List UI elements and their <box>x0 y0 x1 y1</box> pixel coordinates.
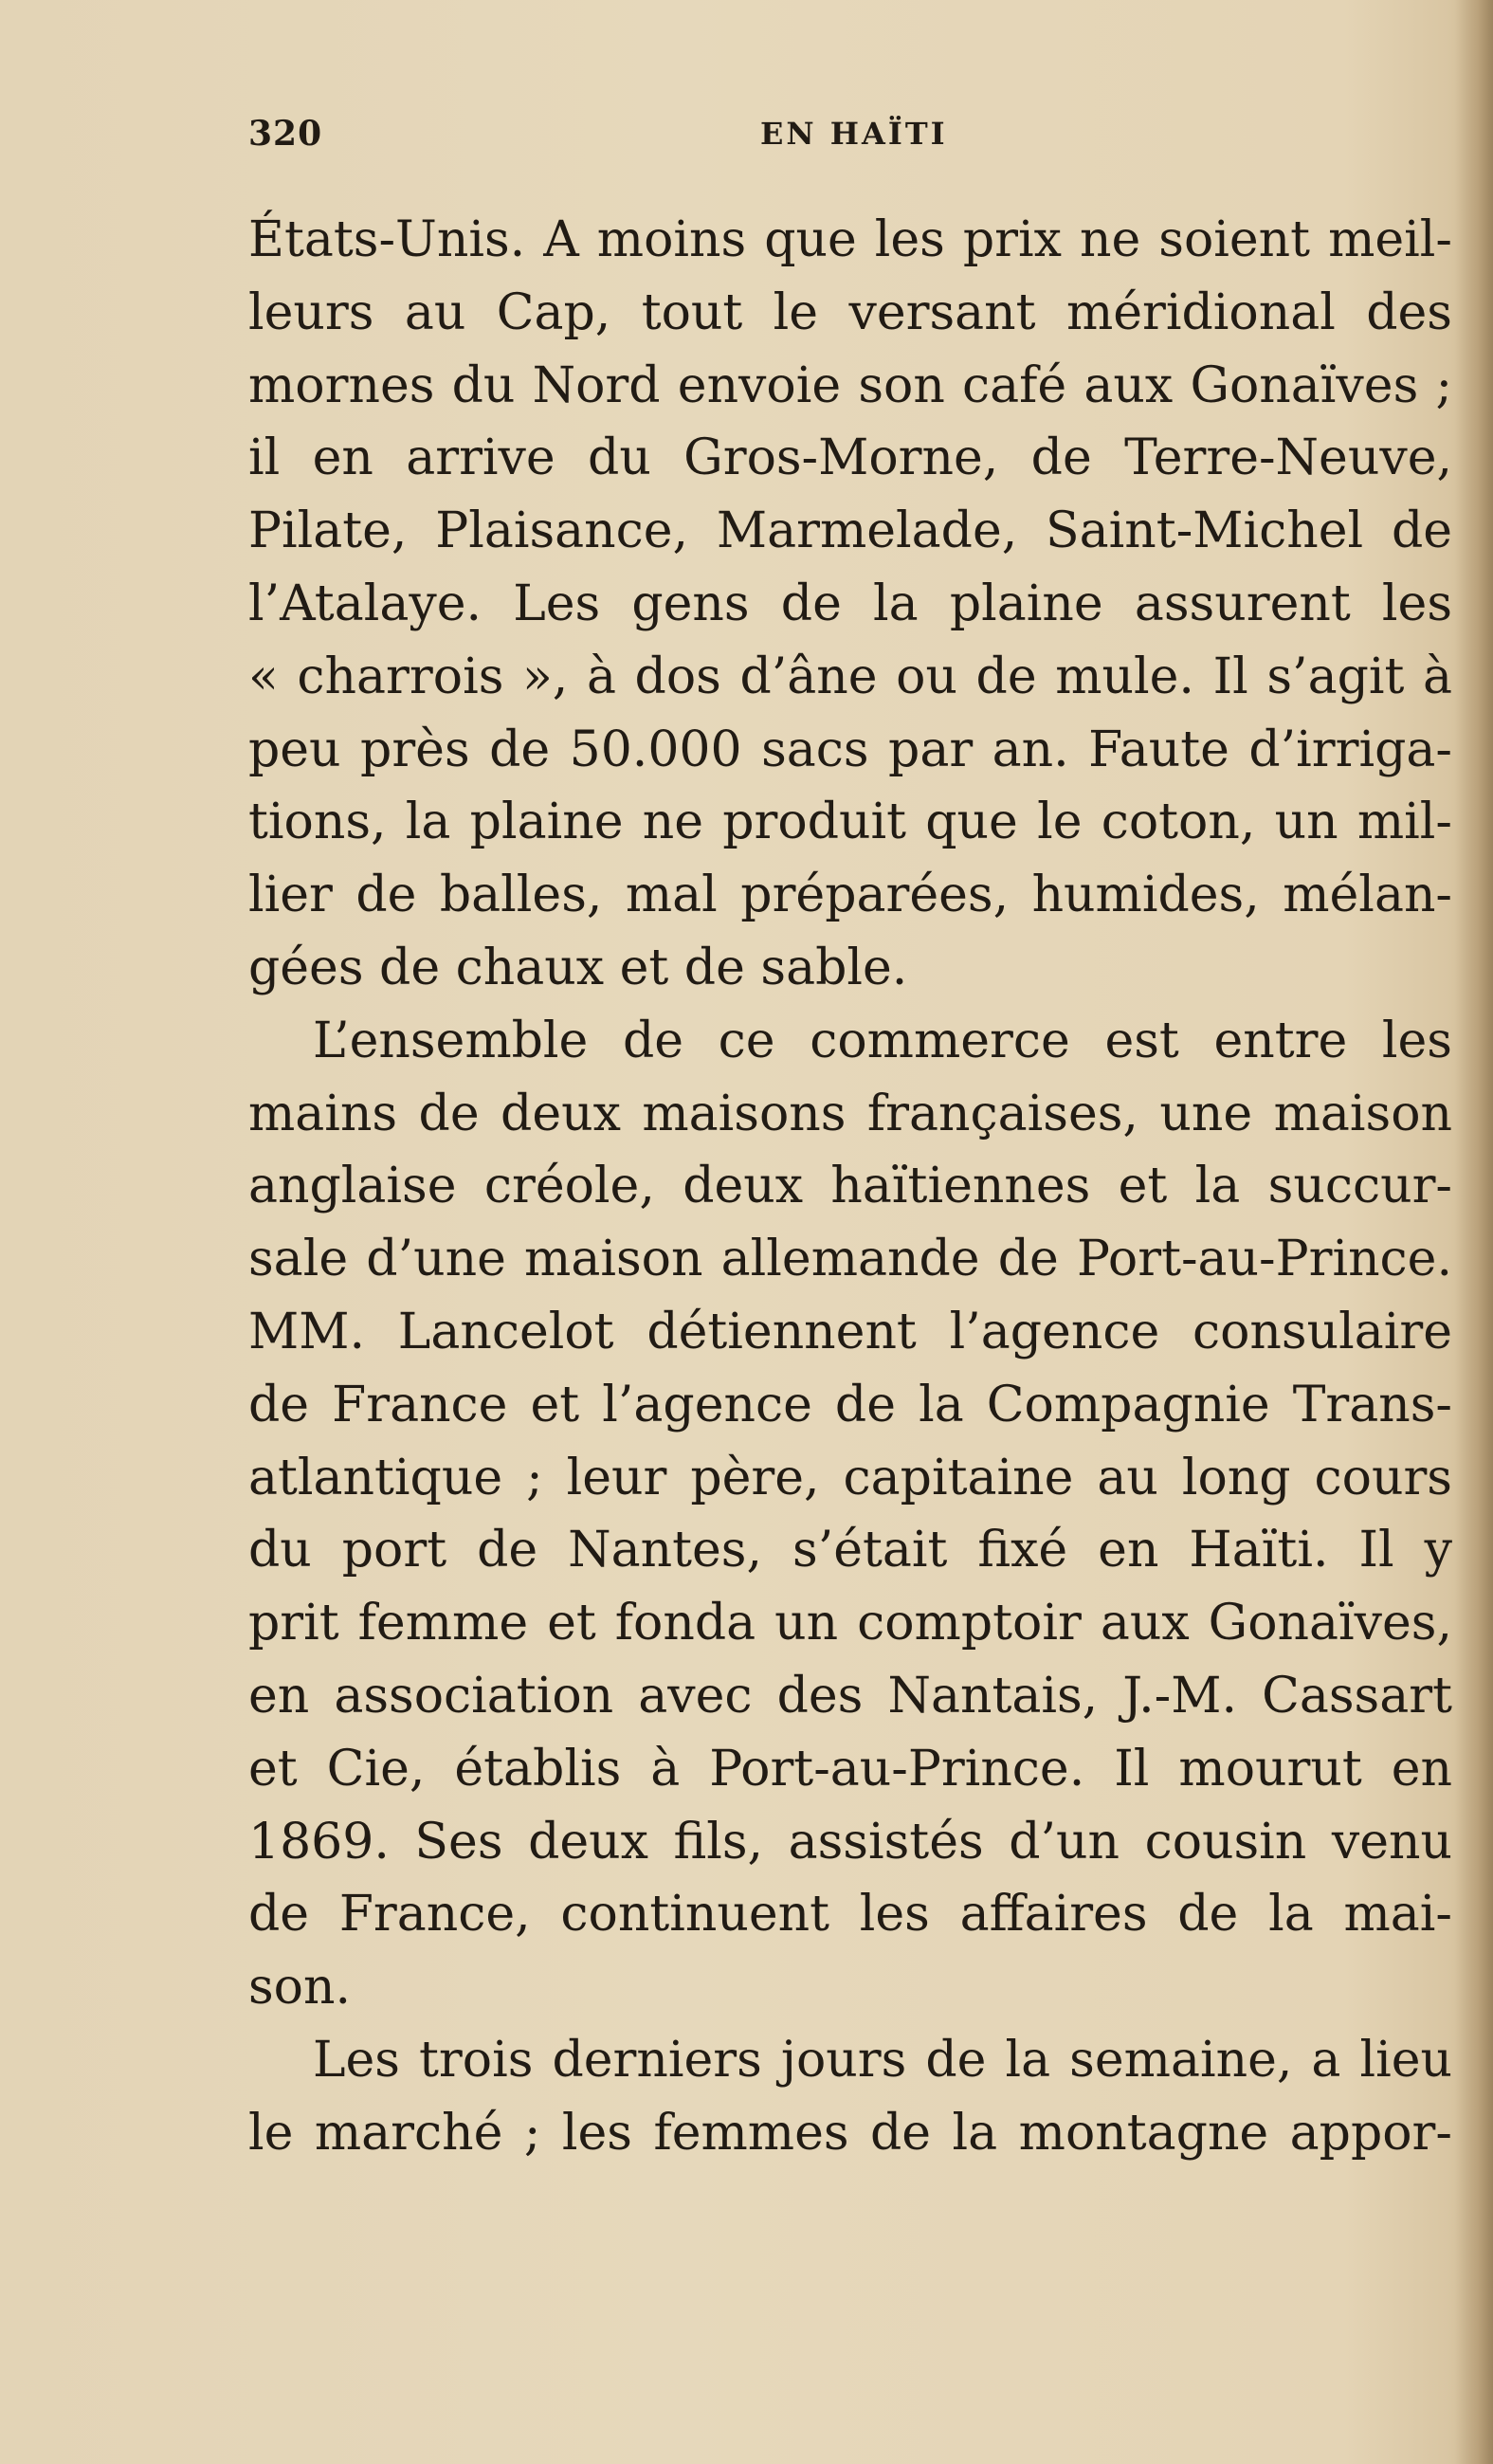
running-head <box>248 114 1452 161</box>
text-line: États-Unis. A moins que les prix ne soient meil- <box>248 211 1452 268</box>
paragraph-start-line: L’ensemble de ce commerce est entre les <box>313 1012 1452 1069</box>
text-line: 1869. Ses deux fils, assistés d’un cousin venu <box>248 1813 1452 1871</box>
text-line: mains de deux maisons françaises, une maison <box>248 1085 1452 1142</box>
text-line: en association avec des Nantais, J.-M. Cassart <box>248 1667 1452 1725</box>
page-number: 320 <box>248 114 323 154</box>
text-line: le marché ; les femmes de la montagne appor- <box>248 2104 1452 2162</box>
text-line: prit femme et fonda un comptoir aux Gonaïves, <box>248 1595 1452 1652</box>
text-line: du port de Nantes, s’était fixé en Haïti. Il y <box>248 1522 1452 1579</box>
text-line: sale d’une maison allemande de Port-au-Prince. <box>248 1231 1452 1288</box>
text-line: « charrois », à dos d’âne ou de mule. Il s’agit à <box>248 648 1452 705</box>
text-line: et Cie, établis à Port-au-Prince. Il mourut en <box>248 1740 1452 1798</box>
text-line: l’Atalaye. Les gens de la plaine assurent les <box>248 575 1452 632</box>
text-line: mornes du Nord envoie son café aux Gonaïves ; <box>248 356 1452 414</box>
page-edge-shadow <box>1455 0 1493 2464</box>
text-line: MM. Lancelot détiennent l’agence consulaire <box>248 1303 1452 1360</box>
text-line: tions, la plaine ne produit que le coton, un mil- <box>248 794 1452 851</box>
text-line: lier de balles, mal préparées, humides, mélan- <box>248 867 1452 924</box>
text-line: leurs au Cap, tout le versant méridional des <box>248 283 1452 341</box>
text-line: de France et l’agence de la Compagnie Trans- <box>248 1376 1452 1433</box>
text-line: de France, continuent les affaires de la mai- <box>248 1886 1452 1944</box>
text-line: peu près de 50.000 sacs par an. Faute d’irriga- <box>248 721 1452 778</box>
text-line: Pilate, Plaisance, Marmelade, Saint-Michel de <box>248 502 1452 560</box>
paragraph-end-line: son. <box>248 1959 352 2017</box>
body-text <box>248 204 1452 2170</box>
text-line: il en arrive du Gros-Morne, de Terre-Neuve, <box>248 429 1452 487</box>
paragraph-end-line: gées de chaux et de sable. <box>248 939 908 996</box>
text-line: anglaise créole, deux haïtiennes et la succur- <box>248 1158 1452 1215</box>
running-head-title: EN HAÏTI <box>760 116 948 152</box>
text-line: atlantique ; leur père, capitaine au long cours <box>248 1449 1452 1506</box>
paragraph-start-line: Les trois derniers jours de la semaine, a lieu <box>313 2031 1452 2089</box>
